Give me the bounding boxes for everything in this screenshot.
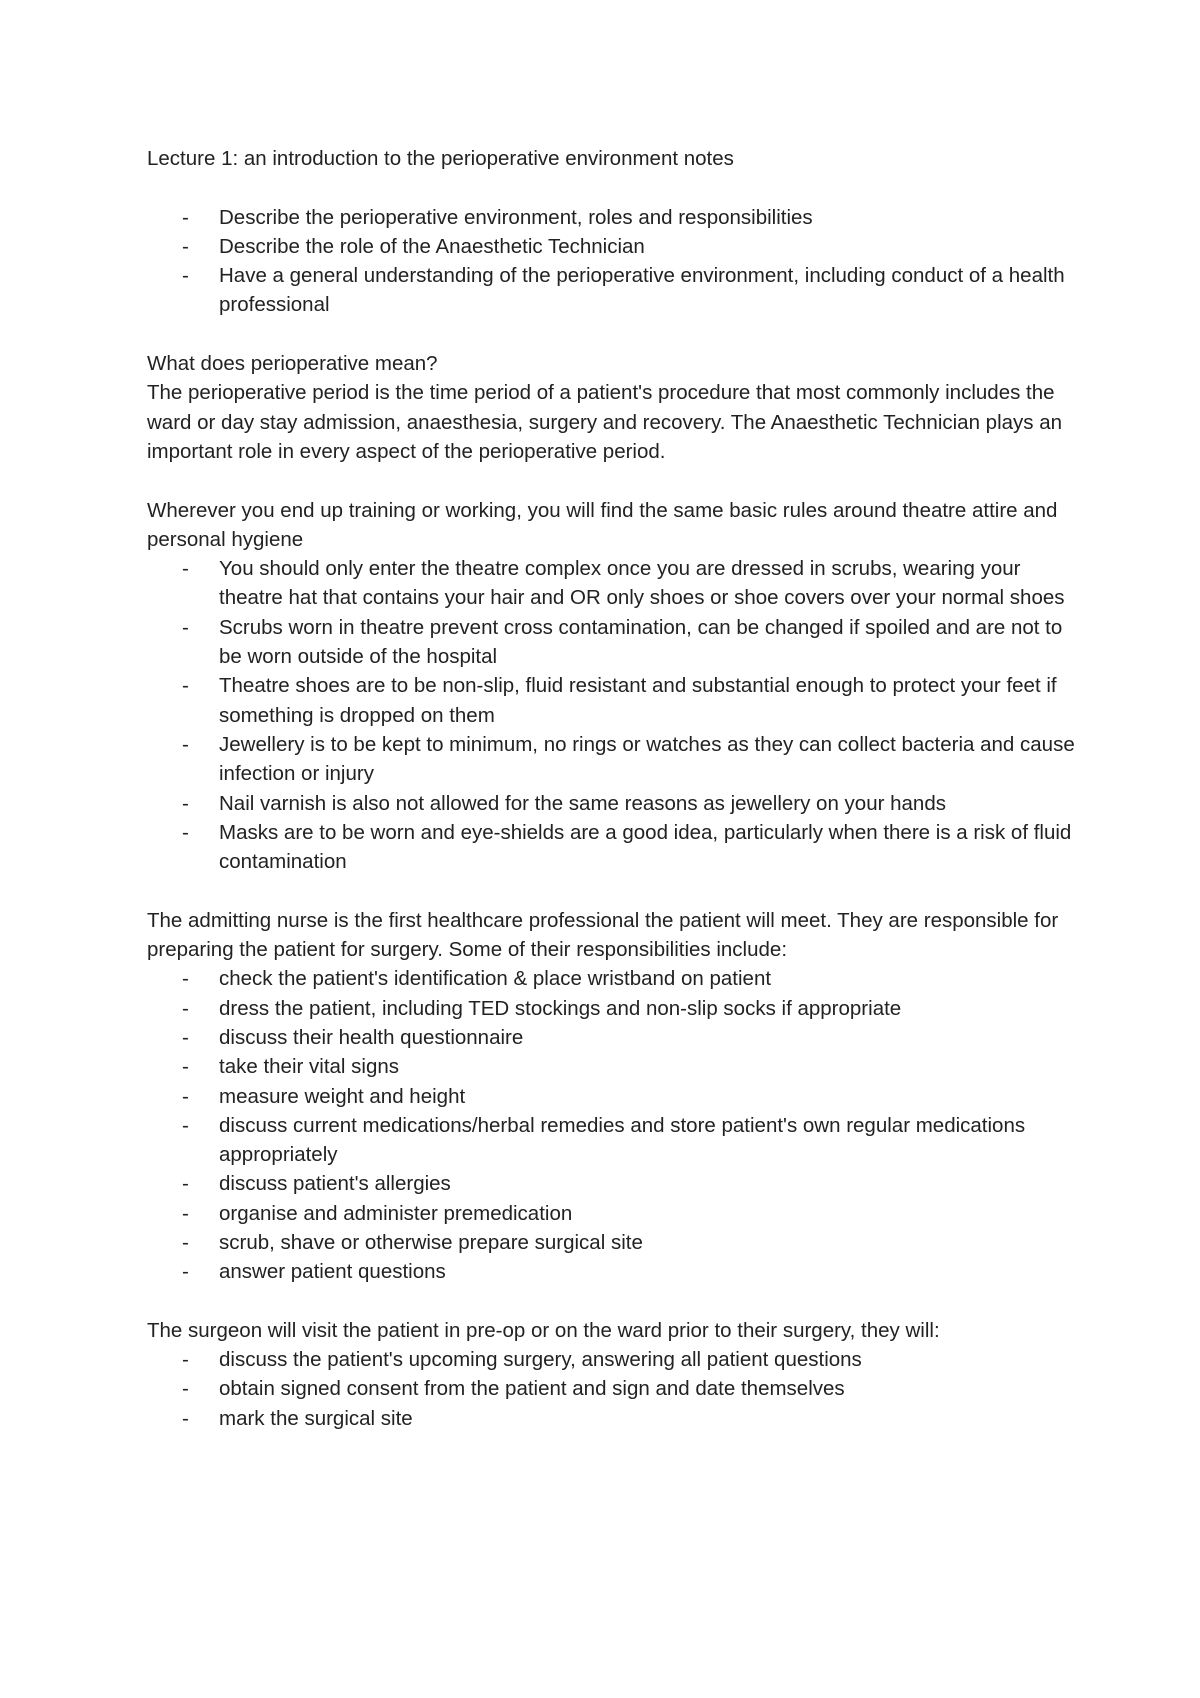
dash-bullet: - xyxy=(182,1230,189,1254)
dash-bullet: - xyxy=(182,1025,189,1049)
list-item-text: Have a general understanding of the perioperative environment, including conduct of a health professional xyxy=(219,264,1065,317)
list-item xyxy=(147,1023,1077,1052)
dash-bullet: - xyxy=(182,1084,189,1108)
list-item-text: Theatre shoes are to be non-slip, fluid resistant and substantial enough to protect your feet if something is dropped on them xyxy=(219,674,1057,727)
list-item-text: discuss the patient's upcoming surgery, answering all patient questions xyxy=(219,1348,862,1372)
spacer xyxy=(147,1287,1077,1316)
dash-bullet: - xyxy=(182,1113,189,1137)
list-item xyxy=(147,1111,1077,1170)
spacer xyxy=(147,876,1077,905)
list-item-text: mark the surgical site xyxy=(219,1406,413,1430)
dash-bullet: - xyxy=(182,996,189,1020)
list-item xyxy=(147,818,1077,877)
dash-bullet: - xyxy=(182,1348,189,1372)
dash-bullet: - xyxy=(182,967,189,991)
list-item xyxy=(147,1228,1077,1257)
list-item xyxy=(147,232,1077,261)
list-item xyxy=(147,613,1077,672)
dash-bullet: - xyxy=(182,820,189,844)
dash-bullet: - xyxy=(182,264,189,288)
list-item-text: obtain signed consent from the patient and sign and date themselves xyxy=(219,1377,845,1401)
list-item-text: Describe the role of the Anaesthetic Technician xyxy=(219,234,645,258)
dash-bullet: - xyxy=(182,205,189,229)
list-item-text: answer patient questions xyxy=(219,1260,446,1284)
dash-bullet: - xyxy=(182,791,189,815)
list-item-text: take their vital signs xyxy=(219,1055,400,1079)
nurse-intro: The admitting nurse is the first healthcare professional the patient will meet. They are responsible for preparing the patient for surgery. Some of their responsibilities include: xyxy=(147,908,1059,962)
list-item xyxy=(147,203,1077,232)
list-item xyxy=(147,1169,1077,1198)
dash-bullet: - xyxy=(182,1377,189,1401)
list-item xyxy=(147,1374,1077,1403)
objectives-list xyxy=(147,203,1077,320)
nurse-responsibilities-list xyxy=(147,964,1077,1286)
dash-bullet: - xyxy=(182,234,189,258)
theatre-rules-list xyxy=(147,554,1077,876)
spacer xyxy=(147,320,1077,349)
dash-bullet: - xyxy=(182,732,189,756)
surgeon-intro: The surgeon will visit the patient in pre-op or on the ward prior to their surgery, they will: xyxy=(147,1318,940,1342)
list-item-text: discuss patient's allergies xyxy=(219,1172,451,1196)
dash-bullet: - xyxy=(182,1055,189,1079)
dash-bullet: - xyxy=(182,1201,189,1225)
list-item xyxy=(147,261,1077,320)
list-item-text: Scrubs worn in theatre prevent cross contamination, can be changed if spoiled and are not to be worn outside of the hospital xyxy=(219,615,1063,669)
dash-bullet: - xyxy=(182,1172,189,1196)
list-item xyxy=(147,964,1077,993)
list-item-text: discuss current medications/herbal remedies and store patient's own regular medications appropriately xyxy=(219,1113,1026,1167)
list-item-text: measure weight and height xyxy=(219,1084,466,1108)
list-item xyxy=(147,671,1077,730)
list-item-text: Masks are to be worn and eye-shields are a good idea, particularly when there is a risk of fluid contamination xyxy=(219,820,1072,874)
list-item-text: check the patient's identification & place wristband on patient xyxy=(219,967,772,991)
list-item xyxy=(147,1404,1077,1433)
perioperative-question: What does perioperative mean? xyxy=(147,352,438,376)
document-page xyxy=(147,144,1077,1433)
dash-bullet: - xyxy=(182,1406,189,1430)
list-item-text: scrub, shave or otherwise prepare surgical site xyxy=(219,1230,643,1254)
dash-bullet: - xyxy=(182,615,189,639)
list-item-text: Describe the perioperative environment, roles and responsibilities xyxy=(219,205,813,229)
list-item-text: dress the patient, including TED stockings and non-slip socks if appropriate xyxy=(219,996,902,1020)
list-item xyxy=(147,554,1077,613)
list-item xyxy=(147,994,1077,1023)
list-item-text: discuss their health questionnaire xyxy=(219,1025,524,1049)
list-item-text: Nail varnish is also not allowed for the same reasons as jewellery on your hands xyxy=(219,791,946,815)
page-title: Lecture 1: an introduction to the perioperative environment notes xyxy=(147,147,734,170)
list-item xyxy=(147,1052,1077,1081)
spacer xyxy=(147,173,1077,202)
list-item-text: organise and administer premedication xyxy=(219,1201,573,1225)
surgeon-duties-list xyxy=(147,1345,1077,1433)
dash-bullet: - xyxy=(182,1260,189,1284)
list-item xyxy=(147,1199,1077,1228)
spacer xyxy=(147,466,1077,495)
list-item xyxy=(147,730,1077,789)
list-item-text: Jewellery is to be kept to minimum, no rings or watches as they can collect bacteria and cause infection or injury xyxy=(219,732,1075,786)
list-item-text: You should only enter the theatre complex once you are dressed in scrubs, wearing your theatre hat that contains your hair and OR only shoes or shoe covers over your normal shoes xyxy=(219,557,1065,610)
dash-bullet: - xyxy=(182,674,189,698)
list-item xyxy=(147,1257,1077,1286)
perioperative-answer: The perioperative period is the time period of a patient's procedure that most commonly includes the ward or day stay admission, anaesthesia, surgery and recovery. The Anaesthetic Technician plays an important role in every aspect of the perioperative period. xyxy=(147,381,1063,463)
theatre-intro: Wherever you end up training or working, you will find the same basic rules around theatre attire and personal hygiene xyxy=(147,498,1058,551)
dash-bullet: - xyxy=(182,557,189,581)
list-item xyxy=(147,789,1077,818)
list-item xyxy=(147,1082,1077,1111)
list-item xyxy=(147,1345,1077,1374)
